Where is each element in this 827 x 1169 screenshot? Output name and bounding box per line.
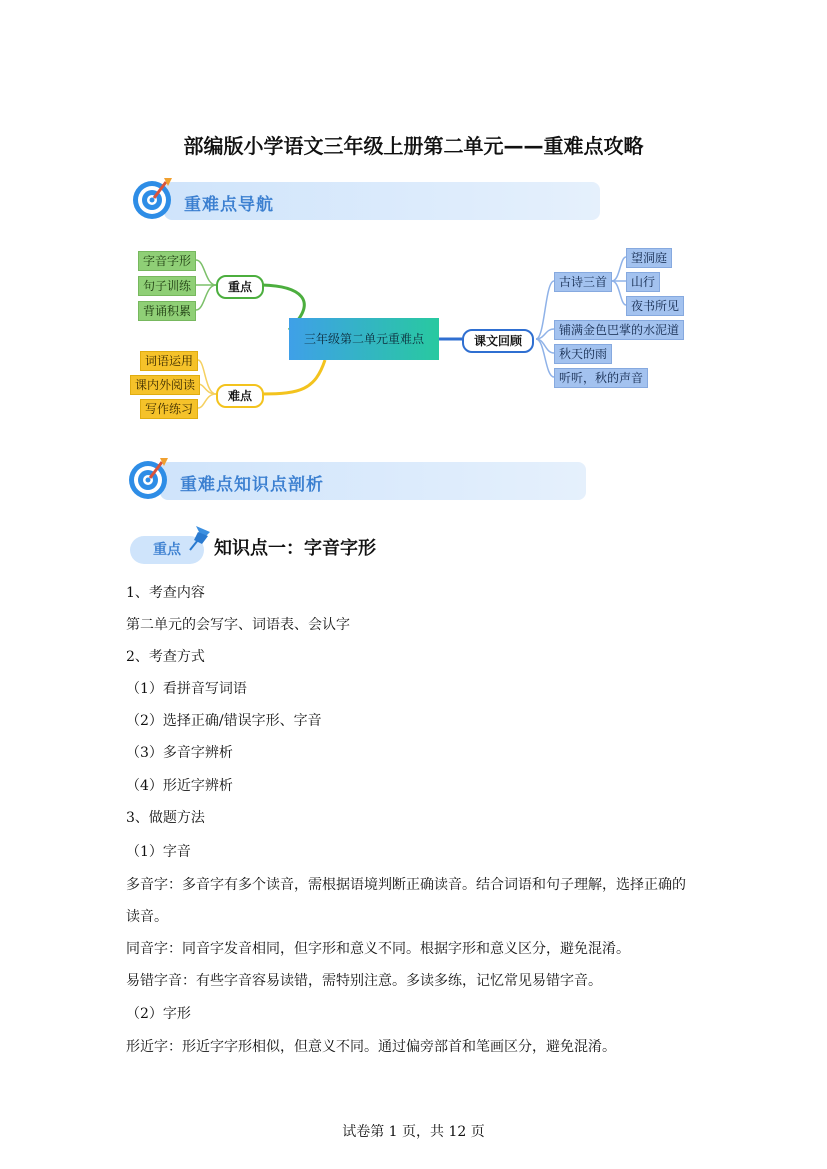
body-line: 形近字：形近字字形相似，但意义不同。通过偏旁部首和笔画区分，避免混淆。 [126,1039,616,1055]
body-line: 3、做题方法 [126,810,205,826]
mindmap-poem-leaf: 夜书所见 [626,296,684,316]
mindmap-poem-leaf: 望洞庭 [626,248,672,268]
body-line: 易错字音：有些字音容易读错，需特别注意。多读多练，记忆常见易错字音。 [126,973,602,989]
body-line: （1）看拼音写词语 [126,681,247,697]
mindmap-hard-leaf: 写作练习 [140,399,198,419]
banner-label: 重难点导航 [184,195,274,215]
banner-label: 重难点知识点剖析 [180,475,324,495]
mindmap-poems-node: 古诗三首 [554,272,612,292]
target-icon [126,454,174,502]
mindmap-key-leaf: 句子训练 [138,276,196,296]
mindmap-key-leaf: 字音字形 [138,251,196,271]
body-line: （4）形近字辨析 [126,778,233,794]
key-tag: 重点 [130,536,204,564]
mindmap-review-leaf: 秋天的雨 [554,344,612,364]
mindmap-key-node: 重点 [216,275,264,299]
body-line: 2、考查方式 [126,649,205,665]
mindmap-review-leaf: 听听，秋的声音 [554,368,648,388]
body-line: 同音字：同音字发音相同，但字形和意义不同。根据字形和意义区分，避免混淆。 [126,941,630,957]
section-banner-analysis [126,462,586,500]
document-title: 部编版小学语文三年级上册第二单元——重难点攻略 [183,134,644,158]
body-line: （2）字形 [126,1006,191,1022]
body-line: （2）选择正确/错误字形、字音 [126,713,322,729]
body-line: （3）多音字辨析 [126,745,233,761]
mindmap-center: 三年级第二单元重难点 [289,318,439,360]
mindmap-key-leaf: 背诵积累 [138,301,196,321]
body-line: 多音字：多音字有多个读音，需根据语境判断正确读音。结合词语和句子理解，选择正确的 [126,877,686,893]
mindmap-review-leaf: 铺满金色巴掌的水泥道 [554,320,684,340]
knowledge-point-title: 知识点一：字音字形 [214,538,376,559]
mindmap-hard-node: 难点 [216,384,264,408]
body-line: 第二单元的会写字、词语表、会认字 [126,617,350,633]
body-line: 读音。 [126,909,168,925]
body-line: （1）字音 [126,844,191,860]
mindmap-poem-leaf: 山行 [626,272,660,292]
page-footer: 试卷第 1 页，共 12 页 [342,1124,485,1140]
mindmap-review-node: 课文回顾 [462,329,534,353]
body-line: 1、考查内容 [126,585,205,601]
mindmap-hard-leaf: 课内外阅读 [130,375,200,395]
mindmap-hard-leaf: 词语运用 [140,351,198,371]
